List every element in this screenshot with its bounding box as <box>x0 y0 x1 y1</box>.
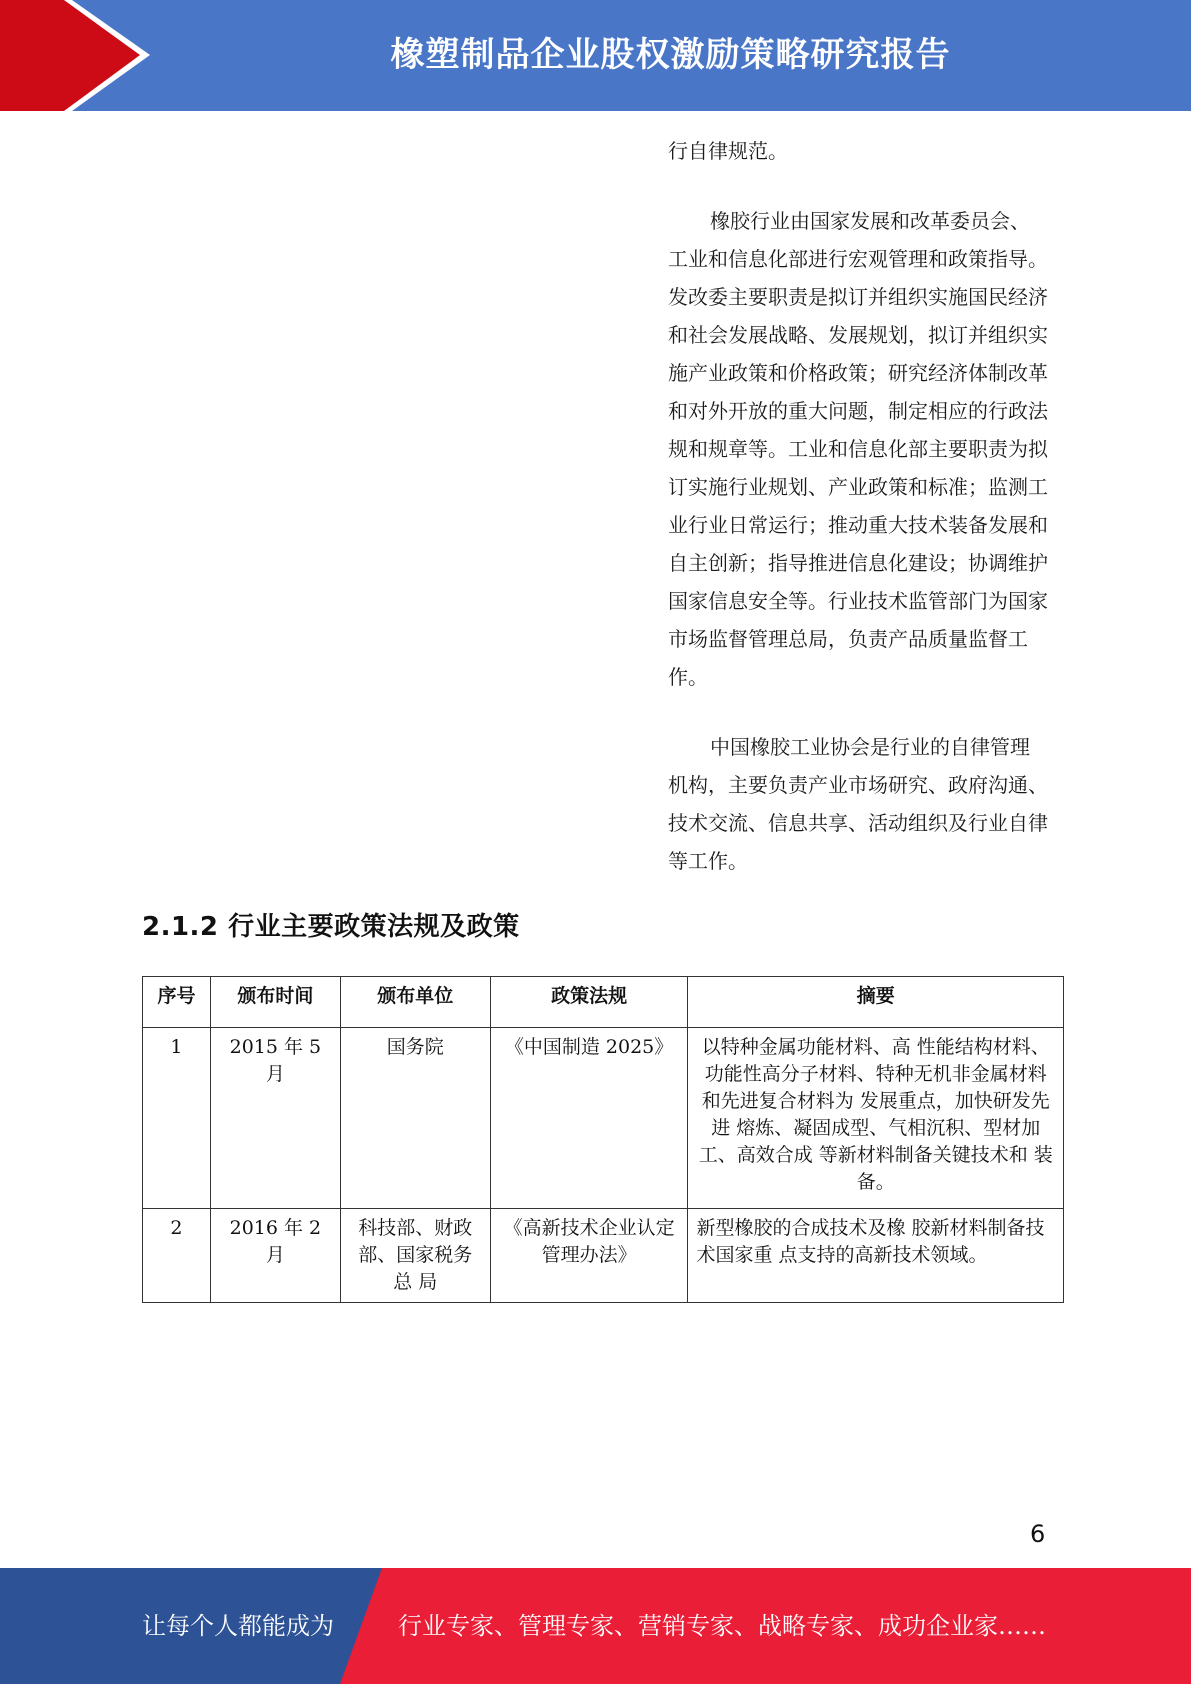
footer-slogan-right: 行业专家、管理专家、营销专家、战略专家、成功企业家…… <box>398 1612 1046 1640</box>
cell-policy: 《高新技术企业认定 管理办法》 <box>490 1209 688 1303</box>
cell-policy: 《中国制造 2025》 <box>490 1028 688 1209</box>
cell-summary: 以特种金属功能材料、高 性能结构材料、功能性高分子材料、特种无机非金属材料和先进复合材料为 发展重点，加快研发先进 熔炼、凝固成型、气相沉积、型材加工、高效合成 等新材料制备关键技术和 装备。 <box>688 1028 1064 1209</box>
table-row <box>143 1028 1064 1209</box>
header-date: 颁布时间 <box>210 977 340 1028</box>
footer-slogan-left: 让每个人都能成为 <box>142 1612 334 1640</box>
header-issuer: 颁布单位 <box>340 977 490 1028</box>
page-header <box>0 0 1191 111</box>
cell-issuer: 国务院 <box>340 1028 490 1209</box>
header-chevron-icon <box>0 0 140 111</box>
table-row <box>143 1209 1064 1303</box>
policy-table <box>142 976 1064 1303</box>
cell-issuer: 科技部、财政部、国家税务 总 局 <box>340 1209 490 1303</box>
paragraph-association: 中国橡胶工业协会是行业的自律管理机构，主要负责产业市场研究、政府沟通、技术交流、信息共享、活动组织及行业自律等工作。 <box>668 735 1048 873</box>
cell-index: 1 <box>143 1028 211 1209</box>
cell-summary: 新型橡胶的合成技术及橡 胶新材料制备技术国家重 点支持的高新技术领域。 <box>688 1209 1064 1303</box>
header-policy: 政策法规 <box>490 977 688 1028</box>
cell-date: 2015 年 5 月 <box>210 1028 340 1209</box>
cell-date: 2016 年 2 月 <box>210 1209 340 1303</box>
section-heading: 2.1.2 行业主要政策法规及政策 <box>142 912 520 942</box>
cell-index: 2 <box>143 1209 211 1303</box>
header-summary: 摘要 <box>688 977 1064 1028</box>
body-text-column <box>668 132 1048 912</box>
report-title: 橡塑制品企业股权激励策略研究报告 <box>390 35 951 75</box>
header-index: 序号 <box>143 977 211 1028</box>
paragraph-regulators: 橡胶行业由国家发展和改革委员会、工业和信息化部进行宏观管理和政策指导。发改委主要职责是拟订并组织实施国民经济和社会发展战略、发展规划，拟订并组织实施产业政策和价格政策；研究经济体制改革和对外开放的重大问题，制定相应的行政法规和规章等。工业和信息化部主要职责为拟订实施行业规划、产业政策和标准；监测工业行业日常运行；推动重大技术装备发展和自主创新；指导推进信息化建设；协调维护国家信息安全等。行业技术监管部门为国家市场监督管理总局，负责产品质量监督工作。 <box>668 209 1048 689</box>
table-header-row <box>143 977 1064 1028</box>
page-footer <box>0 1568 1191 1684</box>
page-number: 6 <box>1030 1520 1046 1548</box>
paragraph-continuation: 行自律规范。 <box>668 139 788 163</box>
